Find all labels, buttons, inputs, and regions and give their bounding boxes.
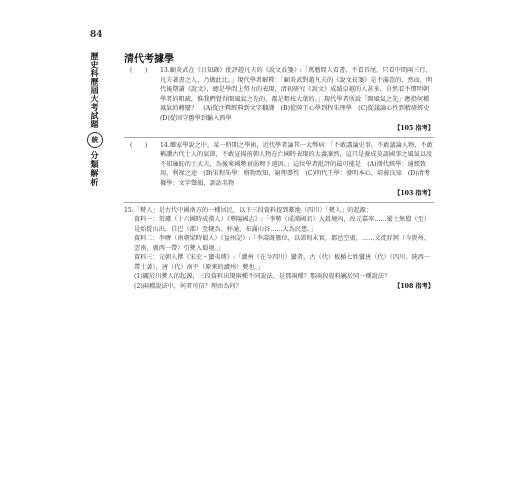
source-label: 資料二： [134,235,159,242]
question-list [124,66,434,292]
divider [124,137,434,138]
exam-tag: 【105 指考】 [394,125,434,132]
question-text: 13.顧炎武在《日知錄》批評趙凡夫的《說文長箋》:「萬曆間人看書，不看首尾，只看中間兩三行，凡夫著書之人，乃做此比。」現代學者解釋：「顧炎武對趙凡夫的《說文長箋》是不滿意的，然而，明代後期讀《說文》，總是學問上努力的表現，清初研究《說文》成績卓越的人甚多，自然看不慣明朝學者的粗疏，惟我們覺得開風氣之先的，都是粗枝大葉的。」現代學者所說「開風氣之先」應指何種風氣的轉變？ (A)從注釋經典到文字翻譯 (B)從陸王心學到程朱理學 (C)從議論心性到精研經史 (D)從固守舊學到輸入西學 [160,67,436,122]
source-1 [134,215,434,234]
question-15 [124,206,434,292]
answer-blank[interactable]: ( ) [130,141,148,149]
source-text: 李膺（南朝梁時蜀人）《益州記》:「李壽既篡位，以郊甸未實，都邑空虛，……又徙牂牁（今貴州、雲南、廣西一帶）引僰入蜀境。」 [134,235,430,252]
divider [124,202,434,203]
series-title-bottom: 分類解析 [90,150,100,187]
series-title-top: 歷史科歷屆大考試題 [90,52,100,129]
section-title: 清代考據學 [124,54,174,65]
exam-tag: 【103 指考】 [394,190,434,197]
sub-question-2-row [134,282,434,292]
answer-blank[interactable]: ( ) [130,67,148,74]
source-label: 資料一： [134,216,159,223]
sub-question-2: (2)兩種說法中，何者可信？理由為何？ [134,282,242,290]
sub-question-1: (1)關於川僰人的起源，三段資料出現兩種不同說法，是那兩種？那兩段資料屬於同一種說法？ [134,273,391,280]
source-2 [134,234,434,253]
source-3 [134,253,434,272]
source-text: 常璩（十六國時成漢人）《華陽國志》:「李勢（成漢國君）大殺境內，改元嘉寧……蜀土無僚（至）是始從山出，自巴（郡）至犍為、梓潼，布滿山谷……大為民患。」 [134,216,430,233]
source-text: 元朝人撰《宋史・蠻夷傳》:「瀘州（在今四川）蠻者，古（代）板楯七姓蠻唐（代）（四川、陝西一帶土著），唐（代）南平（原來的瀘州）僰也。」 [134,254,430,271]
question-text: 14.鄉家學說之中，某一時期之學術，近代學者論其一大弊病：「不敢講論史事，不敢議論人物，不敢稱讚古代士人的氣節，不敢宣揚前朝人物在亡國時表現的大義凜然，這只是養成莫談國事之風氣以及不知廉恥的士大夫，為後來國勢衰弱埋下遠因。」這位學者批評的最可能是 (A)漢代經學：通經致用，利祿之途 (B)宋程朱學：格物致知，窮理盡性 (C)明代王學：發明本心，培養良知 (D)清考據學：文字聲韻，訓詁名物 [160,141,433,187]
sidebar-series-title [85,52,105,187]
question-13 [124,66,434,134]
question-text: 15.「僰人」是古代中國南方的一種居民，以下三段資料提到鄰地（四川）「僰人」的起源： [124,206,373,214]
exam-tag: 【108 指考】 [394,282,434,290]
source-label: 資料三： [134,254,159,261]
page-number: 84 [90,30,103,40]
question-14 [124,141,434,199]
series-logo-icon: 統 [87,132,103,148]
